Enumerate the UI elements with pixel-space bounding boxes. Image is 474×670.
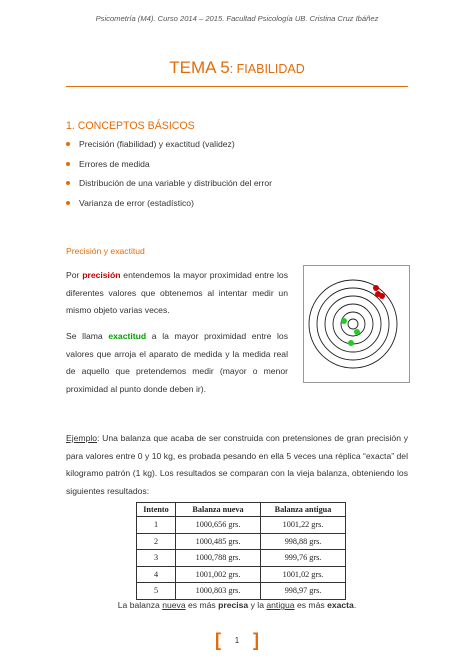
target-figure — [303, 265, 410, 383]
bullet-icon — [66, 181, 70, 185]
table-row — [137, 550, 346, 567]
new-scale-cell: 1000,803 grs. — [176, 583, 261, 600]
page-title — [0, 58, 474, 78]
precision-paragraph: Por precisión entendemos la mayor proximidad entre los diferentes valores que obtenemos al intentar medir un mismo objeto varias veces. — [66, 270, 289, 315]
accurate-hit-point — [348, 340, 354, 346]
column-header: Intento — [137, 503, 176, 517]
accurate-hit-point — [341, 318, 347, 324]
old-scale-cell: 1001,22 grs. — [261, 517, 346, 534]
attempt-cell: 3 — [137, 550, 176, 567]
column-header: Balanza nueva — [176, 503, 261, 517]
accuracy-paragraph: Se llama exactitud a la mayor proximidad entre los valores que arroja el aparato de medida y la medida real de aquello que pretendemos medir (mayor o menor proximidad al punto donde deben ir). — [66, 331, 289, 394]
topic-text: Errores de medida — [79, 158, 150, 169]
conclusion-old: antigua — [266, 600, 295, 610]
bullet-icon — [66, 162, 70, 166]
running-header: Psicometría (M4). Curso 2014 – 2015. Facultad Psicología UB. Cristina Cruz Ibáñez — [95, 14, 379, 23]
title-divider — [66, 86, 408, 87]
table-row — [137, 583, 346, 600]
topic-item — [66, 158, 272, 178]
bullet-icon — [66, 142, 70, 146]
target-rings-graphic — [304, 266, 409, 382]
right-bracket-icon: ] — [253, 630, 259, 650]
left-bracket-icon: [ — [215, 630, 221, 650]
table-header-row — [137, 503, 346, 517]
topic-item — [66, 197, 272, 217]
accurate-hit-point — [354, 329, 360, 335]
attempt-cell: 1 — [137, 517, 176, 534]
attempt-cell: 5 — [137, 583, 176, 600]
new-scale-cell: 1000,485 grs. — [176, 533, 261, 550]
title-sub: : FIABILIDAD — [229, 62, 305, 76]
conclusion-new: nueva — [162, 600, 186, 610]
old-scale-cell: 998,88 grs. — [261, 533, 346, 550]
accuracy-keyword: exactitud — [108, 331, 147, 341]
results-table — [136, 502, 346, 600]
old-scale-cell: 1001,02 grs. — [261, 566, 346, 583]
old-scale-cell: 999,76 grs. — [261, 550, 346, 567]
attempt-cell: 4 — [137, 566, 176, 583]
table-row — [137, 533, 346, 550]
new-scale-cell: 1000,656 grs. — [176, 517, 261, 534]
bullet-icon — [66, 201, 70, 205]
column-header: Balanza antigua — [261, 503, 346, 517]
new-scale-cell: 1000,788 grs. — [176, 550, 261, 567]
page-number: 1 — [234, 636, 240, 645]
precise-hit-point — [373, 285, 379, 291]
precise-hit-point — [375, 291, 381, 297]
new-scale-cell: 1001,002 grs. — [176, 566, 261, 583]
conclusion-sentence: La balanza nueva es más precisa y la antigua es más exacta. — [117, 600, 357, 610]
topic-item — [66, 177, 272, 197]
section-heading: 1. CONCEPTOS BÁSICOS — [66, 120, 195, 132]
topic-text: Distribución de una variable y distribución del error — [79, 178, 272, 188]
topic-item — [66, 138, 272, 158]
precision-keyword: precisión — [82, 270, 121, 280]
subsection-heading: Precisión y exactitud — [66, 246, 145, 256]
old-scale-cell: 998,97 grs. — [261, 583, 346, 600]
topic-text: Precisión (fiabilidad) y exactitud (validez) — [79, 139, 235, 149]
table-row — [137, 566, 346, 583]
conclusion-exact: exacta — [327, 600, 354, 610]
example-label: Ejemplo — [66, 433, 98, 443]
title-main: TEMA 5 — [169, 58, 230, 77]
topic-list — [66, 138, 272, 216]
attempt-cell: 2 — [137, 533, 176, 550]
conclusion-precise: precisa — [218, 600, 249, 610]
example-paragraph: Ejemplo: Una balanza que acaba de ser construida con pretensiones de gran precisión y para valores entre 0 y 10 kg, es probada pesando en ella 5 veces una réplica “exacta” del kilogramo patrón (1 kg). Los resultados se comparan con la vieja balanza, obteniendo los siguientes resultados: — [66, 433, 408, 496]
topic-text: Varianza de error (estadístico) — [79, 197, 194, 208]
table-row — [137, 517, 346, 534]
